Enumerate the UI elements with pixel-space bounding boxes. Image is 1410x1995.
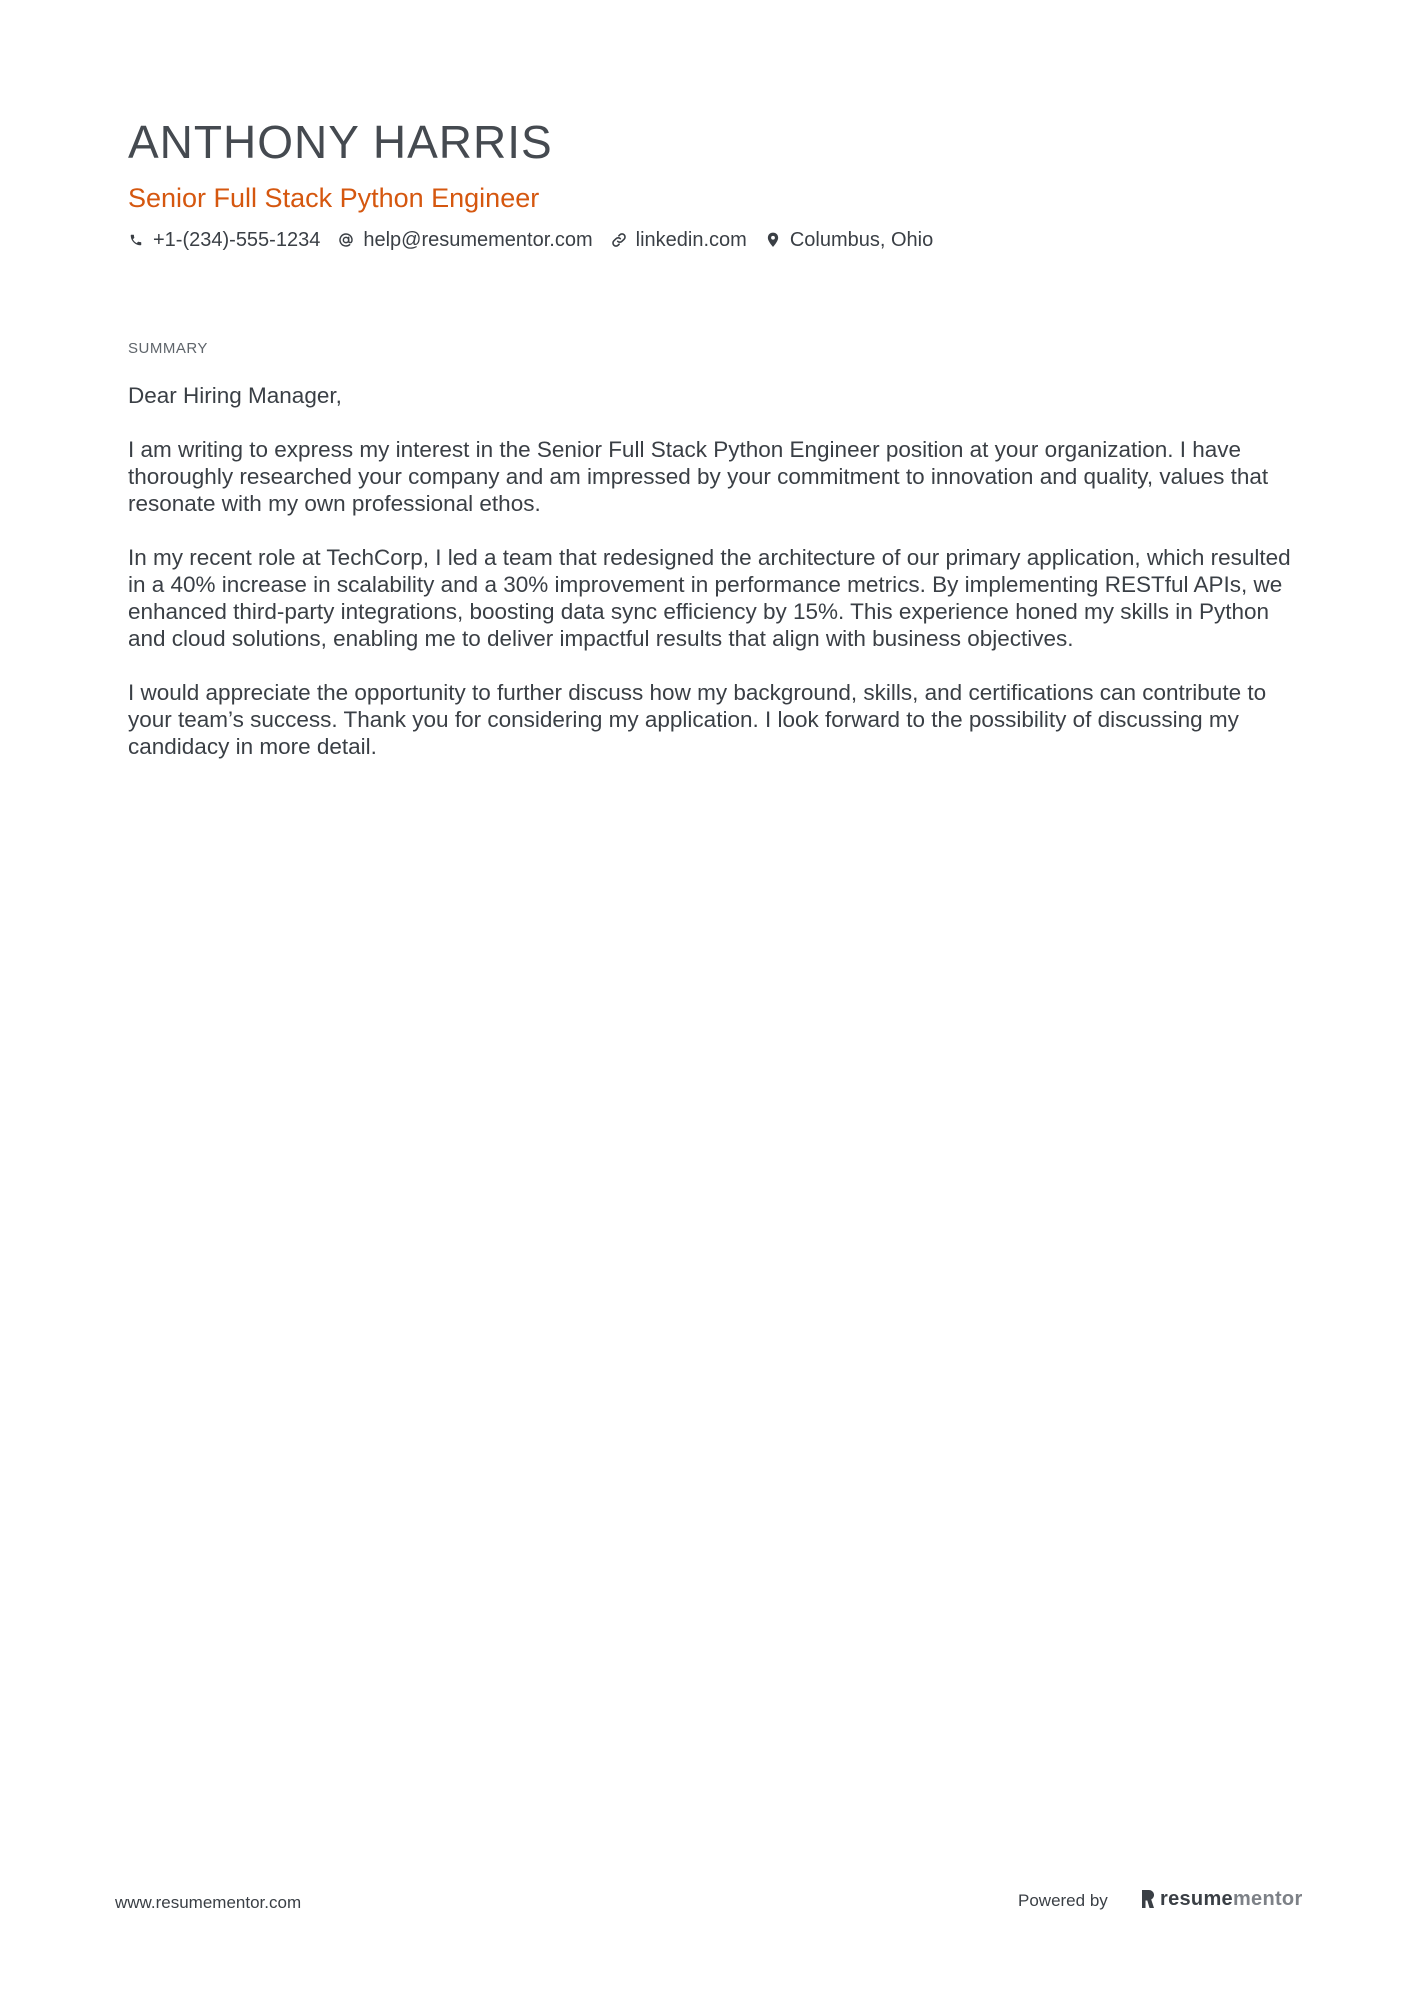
resumementor-logo-icon: [1140, 1889, 1156, 1909]
brand-wordmark: resumementor: [1160, 1888, 1303, 1910]
contact-email[interactable]: [338, 226, 592, 254]
salutation: Dear Hiring Manager,: [128, 383, 342, 408]
contact-location: [765, 226, 933, 254]
location-text: Columbus, Ohio: [789, 229, 934, 251]
letter-paragraph: I am writing to express my interest in the Senior Full Stack Python Engineer position at your organization. I have thoroughly researched your company and am impressed by your commitment to innovation and quality, values that resonate with my own professional ethos.: [128, 437, 1269, 516]
contact-phone[interactable]: [128, 226, 320, 254]
footer-website-link[interactable]: www.resumementor.com: [115, 1893, 302, 1912]
email-text: help@resumementor.com: [363, 229, 593, 251]
letter-paragraph: I would appreciate the opportunity to further discuss how my background, skills, and certifications can contribute to your team’s success. Thank you for considering my application. I look forward to the possibility of discussing my candidacy in more detail.: [128, 680, 1267, 759]
footer-powered-by: Powered by: [1018, 1891, 1108, 1910]
letter-paragraph: In my recent role at TechCorp, I led a team that redesigned the architecture of our primary application, which resulted in a 40% increase in scalability and a 30% improvement in performance metrics. By implementing RESTful APIs, we enhanced third-party integrations, boosting data sync efficiency by 15%. This experience honed my skills in Python and cloud solutions, enabling me to deliver impactful results that align with business objectives.: [128, 545, 1291, 651]
phone-text: +1-(234)-555-1234: [153, 229, 321, 251]
location-pin-icon: [765, 231, 781, 249]
contact-linkedin[interactable]: [611, 226, 747, 254]
contact-bar: [128, 226, 951, 254]
phone-icon: [128, 231, 144, 249]
link-icon: [611, 231, 627, 249]
letter-body: [128, 382, 1308, 787]
candidate-name: ANTHONY HARRIS: [128, 116, 553, 168]
at-icon: [338, 231, 354, 249]
brand-logo[interactable]: [1140, 1886, 1303, 1912]
job-title: Senior Full Stack Python Engineer: [128, 183, 540, 213]
linkedin-text: linkedin.com: [635, 229, 747, 251]
section-heading: SUMMARY: [128, 340, 208, 357]
